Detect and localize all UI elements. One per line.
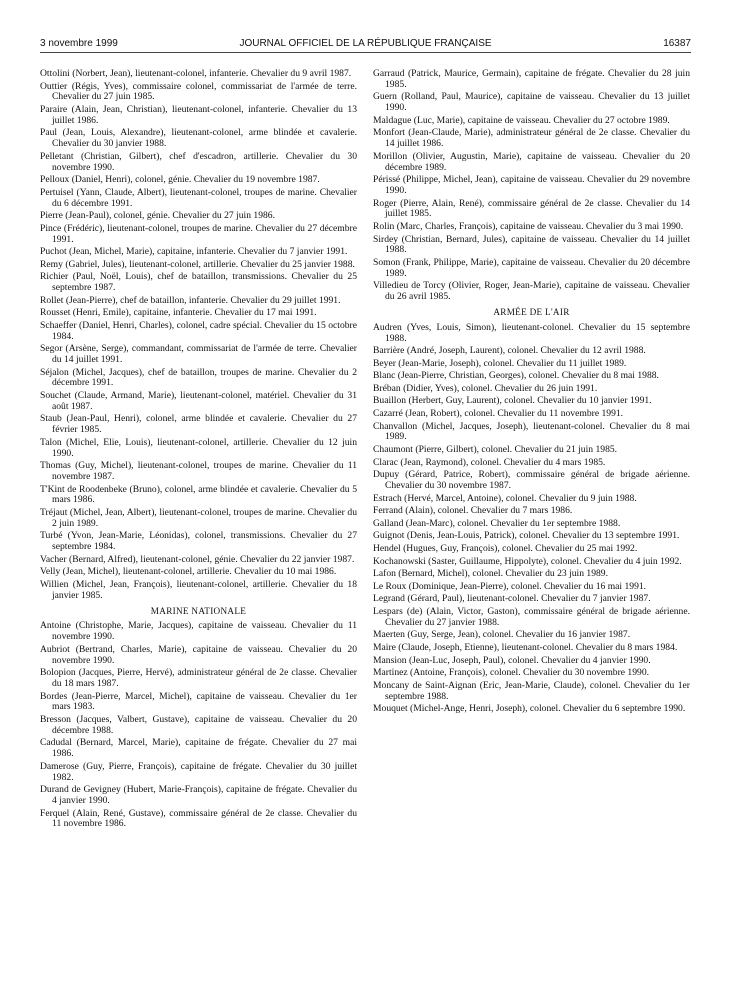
right-entries-b <box>373 323 690 715</box>
header-date: 3 novembre 1999 <box>40 38 118 49</box>
decoration-entry: Le Roux (Dominique, Jean-Pierre), colonel. Chevalier du 16 mai 1991. <box>373 580 647 592</box>
decoration-entry: Pince (Frédéric), lieutenant-colonel, troupes de marine. Chevalier du 27 décembre 1991. <box>40 222 357 245</box>
decoration-entry: Buaillon (Herbert, Guy, Laurent), colonel. Chevalier du 10 janvier 1991. <box>373 395 652 407</box>
decoration-entry: Talon (Michel, Elie, Louis), lieutenant-colonel, artillerie. Chevalier du 12 juin 1990. <box>40 436 357 459</box>
decoration-entry: Bolopion (Jacques, Pierre, Hervé), administrateur général de 2e classe. Chevalier du 18 mars 1987. <box>40 667 357 689</box>
decoration-entry: Willien (Michel, Jean, François), lieutenant-colonel, artillerie. Chevalier du 18 janvier 1985. <box>40 578 357 601</box>
decoration-entry: Outtier (Régis, Yves), commissaire colonel, commissariat de l'armée de terre. Chevalier du 27 juin 1985. <box>40 80 357 103</box>
decoration-entry: Damerose (Guy, Pierre, François), capitaine de frégate. Chevalier du 30 juillet 1982. <box>40 760 357 783</box>
decoration-entry: Guern (Rolland, Paul, Maurice), capitaine de vaisseau. Chevalier du 13 juillet 1990. <box>373 91 690 114</box>
decoration-entry: Segor (Arsène, Serge), commandant, commissariat de l'armée de terre. Chevalier du 14 juillet 1991. <box>40 343 357 366</box>
decoration-entry: Durand de Gevigney (Hubert, Marie-François), capitaine de frégate. Chevalier du 4 janvier 1990. <box>40 784 357 806</box>
left-column <box>40 69 357 832</box>
decoration-entry: Puchot (Jean, Michel, Marie), capitaine, infanterie. Chevalier du 7 janvier 1991. <box>40 246 348 258</box>
decoration-entry: Rollet (Jean-Pierre), chef de bataillon, infanterie. Chevalier du 29 juillet 1991. <box>40 294 341 306</box>
decoration-entry: Galland (Jean-Marc), colonel. Chevalier du 1er septembre 1988. <box>373 517 621 529</box>
decoration-entry: Pelletant (Christian, Gilbert), chef d'escadron, artillerie. Chevalier du 30 novembre 1990. <box>40 150 357 173</box>
decoration-entry: Séjalon (Michel, Jacques), chef de bataillon, troupes de marine. Chevalier du 2 décembre 1991. <box>40 366 357 389</box>
decoration-entry: Monfort (Jean-Claude, Marie), administrateur général de 2e classe. Chevalier du 14 juillet 1986. <box>373 127 690 150</box>
decoration-entry: Garraud (Patrick, Maurice, Germain), capitaine de frégate. Chevalier du 28 juin 1985. <box>373 68 690 90</box>
section-heading-air: ARMÉE DE L'AIR <box>493 306 570 317</box>
decoration-entry: Remy (Gabriel, Jules), lieutenant-colonel, artillerie. Chevalier du 25 janvier 1988. <box>40 258 355 270</box>
decoration-entry: Maire (Claude, Joseph, Etienne), lieutenant-colonel. Chevalier du 8 mars 1984. <box>373 641 678 653</box>
decoration-entry: Bresson (Jacques, Valbert, Gustave), capitaine de vaisseau. Chevalier du 20 décembre 1988. <box>40 713 357 736</box>
decoration-entry: Rolin (Marc, Charles, François), capitaine de vaisseau. Chevalier du 3 mai 1990. <box>373 220 684 232</box>
page-number: 16387 <box>663 38 691 49</box>
decoration-entry: Bordes (Jean-Pierre, Marcel, Michel), capitaine de vaisseau. Chevalier du 1er mars 1983. <box>40 690 357 713</box>
decoration-entry: Morillon (Olivier, Augustin, Marie), capitaine de vaisseau. Chevalier du 20 décembre 1989. <box>373 150 690 173</box>
decoration-entry: Pierre (Jean-Paul), colonel, génie. Chevalier du 27 juin 1986. <box>40 210 275 222</box>
decoration-entry: Ferquel (Alain, René, Gustave), commissaire général de 2e classe. Chevalier du 11 novembre 1986. <box>40 807 357 830</box>
decoration-entry: Pertuisel (Yann, Claude, Albert), lieutenant-colonel, troupes de marine. Chevalier du 6 décembre 1991. <box>40 186 357 209</box>
decoration-entry: T'Kint de Roodenbeke (Bruno), colonel, arme blindée et cavalerie. Chevalier du 5 mars 1986. <box>40 483 357 506</box>
decoration-entry: Périssé (Philippe, Michel, Jean), capitaine de vaisseau. Chevalier du 29 novembre 1990. <box>373 174 690 196</box>
decoration-entry: Bréban (Didier, Yves), colonel. Chevalier du 26 juin 1991. <box>373 382 598 394</box>
decoration-entry: Martinez (Antoine, François), colonel. Chevalier du 30 novembre 1990. <box>373 667 650 679</box>
decoration-entry: Staub (Jean-Paul, Henri), colonel, arme blindée et cavalerie. Chevalier du 27 février 1985. <box>40 413 357 436</box>
decoration-entry: Richier (Paul, Noël, Louis), chef de bataillon, transmissions. Chevalier du 25 septembre 1987. <box>40 271 357 294</box>
decoration-entry: Schaeffer (Daniel, Henri, Charles), colonel, cadre spécial. Chevalier du 15 octobre 1984. <box>40 319 357 342</box>
decoration-entry: Villedieu de Torcy (Olivier, Roger, Jean-Marie), capitaine de vaisseau. Chevalier du 26 avril 1985. <box>373 280 690 303</box>
decoration-entry: Cazarré (Jean, Robert), colonel. Chevalier du 11 novembre 1991. <box>373 408 624 420</box>
decoration-entry: Rousset (Henri, Emile), capitaine, infanterie. Chevalier du 17 mai 1991. <box>40 307 317 319</box>
decoration-entry: Legrand (Gérard, Paul), lieutenant-colonel. Chevalier du 7 janvier 1987. <box>373 593 651 605</box>
decoration-entry: Paraire (Alain, Jean, Christian), lieutenant-colonel, infanterie. Chevalier du 13 juillet 1986. <box>40 103 357 126</box>
right-entries-a <box>373 69 690 303</box>
decoration-entry: Moncany de Saint-Aignan (Eric, Jean-Marie, Claude), colonel. Chevalier du 1er septembre 1988. <box>373 679 690 702</box>
decoration-entry: Somon (Frank, Philippe, Marie), capitaine de vaisseau. Chevalier du 20 décembre 1989. <box>373 256 690 279</box>
decoration-entry: Maldague (Luc, Marie), capitaine de vaisseau. Chevalier du 27 octobre 1989. <box>373 114 670 126</box>
decoration-entry: Tréjaut (Michel, Jean, Albert), lieutenant-colonel, troupes de marine. Chevalier du 2 juin 1989. <box>40 507 357 529</box>
decoration-entry: Chaumont (Pierre, Gilbert), colonel. Chevalier du 21 juin 1985. <box>373 444 618 456</box>
decoration-entry: Lespars (de) (Alain, Victor, Gaston), commissaire général de brigade aérienne. Chevalier du 27 janvier 1988. <box>373 605 690 628</box>
left-entries-b <box>40 621 357 830</box>
decoration-entry: Estrach (Hervé, Marcel, Antoine), colonel. Chevalier du 9 juin 1988. <box>373 492 637 504</box>
decoration-entry: Roger (Pierre, Alain, René), commissaire général de 2e classe. Chevalier du 14 juillet 1985. <box>373 197 690 220</box>
decoration-entry: Cadudal (Bernard, Marcel, Marie), capitaine de frégate. Chevalier du 27 mai 1986. <box>40 737 357 760</box>
decoration-entry: Ferrand (Alain), colonel. Chevalier du 7 mars 1986. <box>373 505 573 517</box>
decoration-entry: Ottolini (Norbert, Jean), lieutenant-colonel, infanterie. Chevalier du 9 avril 1987. <box>40 68 352 79</box>
decoration-entry: Hendel (Hugues, Guy, François), colonel. Chevalier du 25 mai 1992. <box>373 543 638 554</box>
decoration-entry: Blanc (Jean-Pierre, Christian, Georges), colonel. Chevalier du 8 mai 1988. <box>373 370 659 382</box>
decoration-entry: Guignot (Denis, Jean-Louis, Patrick), colonel. Chevalier du 13 septembre 1991. <box>373 530 680 542</box>
right-column <box>373 69 690 717</box>
decoration-entry: Souchet (Claude, Armand, Marie), lieutenant-colonel, matériel. Chevalier du 31 août 1987. <box>40 390 357 412</box>
decoration-entry: Aubriot (Bertrand, Charles, Marie), capitaine de vaisseau. Chevalier du 20 novembre 1990. <box>40 643 357 666</box>
journal-title: JOURNAL OFFICIEL DE LA RÉPUBLIQUE FRANÇAISE <box>239 38 492 49</box>
page-header <box>40 36 691 53</box>
decoration-entry: Thomas (Guy, Michel), lieutenant-colonel, troupes de marine. Chevalier du 11 novembre 1987. <box>40 460 357 483</box>
decoration-entry: Mouquet (Michel-Ange, Henri, Joseph), colonel. Chevalier du 6 septembre 1990. <box>373 703 686 715</box>
decoration-entry: Lafon (Bernard, Michel), colonel. Chevalier du 23 juin 1989. <box>373 568 608 580</box>
decoration-entry: Kochanowski (Saster, Guillaume, Hippolyte), colonel. Chevalier du 4 juin 1992. <box>373 555 682 567</box>
decoration-entry: Chanvallon (Michel, Jacques, Joseph), lieutenant-colonel. Chevalier du 8 mai 1989. <box>373 420 690 443</box>
decoration-entry: Dupuy (Gérard, Patrice, Robert), commissaire général de brigade aérienne. Chevalier du 30 novembre 1987. <box>373 469 690 492</box>
decoration-entry: Antoine (Christophe, Marie, Jacques), capitaine de vaisseau. Chevalier du 11 novembre 1990. <box>40 620 357 643</box>
decoration-entry: Turbé (Yvon, Jean-Marie, Léonidas), colonel, transmissions. Chevalier du 27 septembre 1984. <box>40 530 357 553</box>
decoration-entry: Vacher (Bernard, Alfred), lieutenant-colonel, génie. Chevalier du 22 janvier 1987. <box>40 553 355 565</box>
decoration-entry: Barrière (André, Joseph, Laurent), colonel. Chevalier du 12 avril 1988. <box>373 345 646 357</box>
left-entries-a <box>40 69 357 602</box>
decoration-entry: Beyer (Jean-Marie, Joseph), colonel. Chevalier du 11 juillet 1989. <box>373 357 627 369</box>
decoration-entry: Mansion (Jean-Luc, Joseph, Paul), colonel. Chevalier du 4 janvier 1990. <box>373 654 651 666</box>
decoration-entry: Clarac (Jean, Raymond), colonel. Chevalier du 4 mars 1985. <box>373 456 606 468</box>
section-heading-marine: MARINE NATIONALE <box>150 605 247 616</box>
decoration-entry: Paul (Jean, Louis, Alexandre), lieutenant-colonel, arme blindée et cavalerie. Chevalier du 30 janvier 1988. <box>40 127 357 150</box>
decoration-entry: Maerten (Guy, Serge, Jean), colonel. Chevalier du 16 janvier 1987. <box>373 629 631 641</box>
decoration-entry: Pelloux (Daniel, Henri), colonel, génie. Chevalier du 19 novembre 1987. <box>40 174 320 186</box>
decoration-entry: Velly (Jean, Michel), lieutenant-colonel, artillerie. Chevalier du 10 mai 1986. <box>40 566 337 578</box>
decoration-entry: Sirdey (Christian, Bernard, Jules), capitaine de vaisseau. Chevalier du 14 juillet 1988. <box>373 233 690 256</box>
decoration-entry: Audren (Yves, Louis, Simon), lieutenant-colonel. Chevalier du 15 septembre 1988. <box>373 321 690 344</box>
